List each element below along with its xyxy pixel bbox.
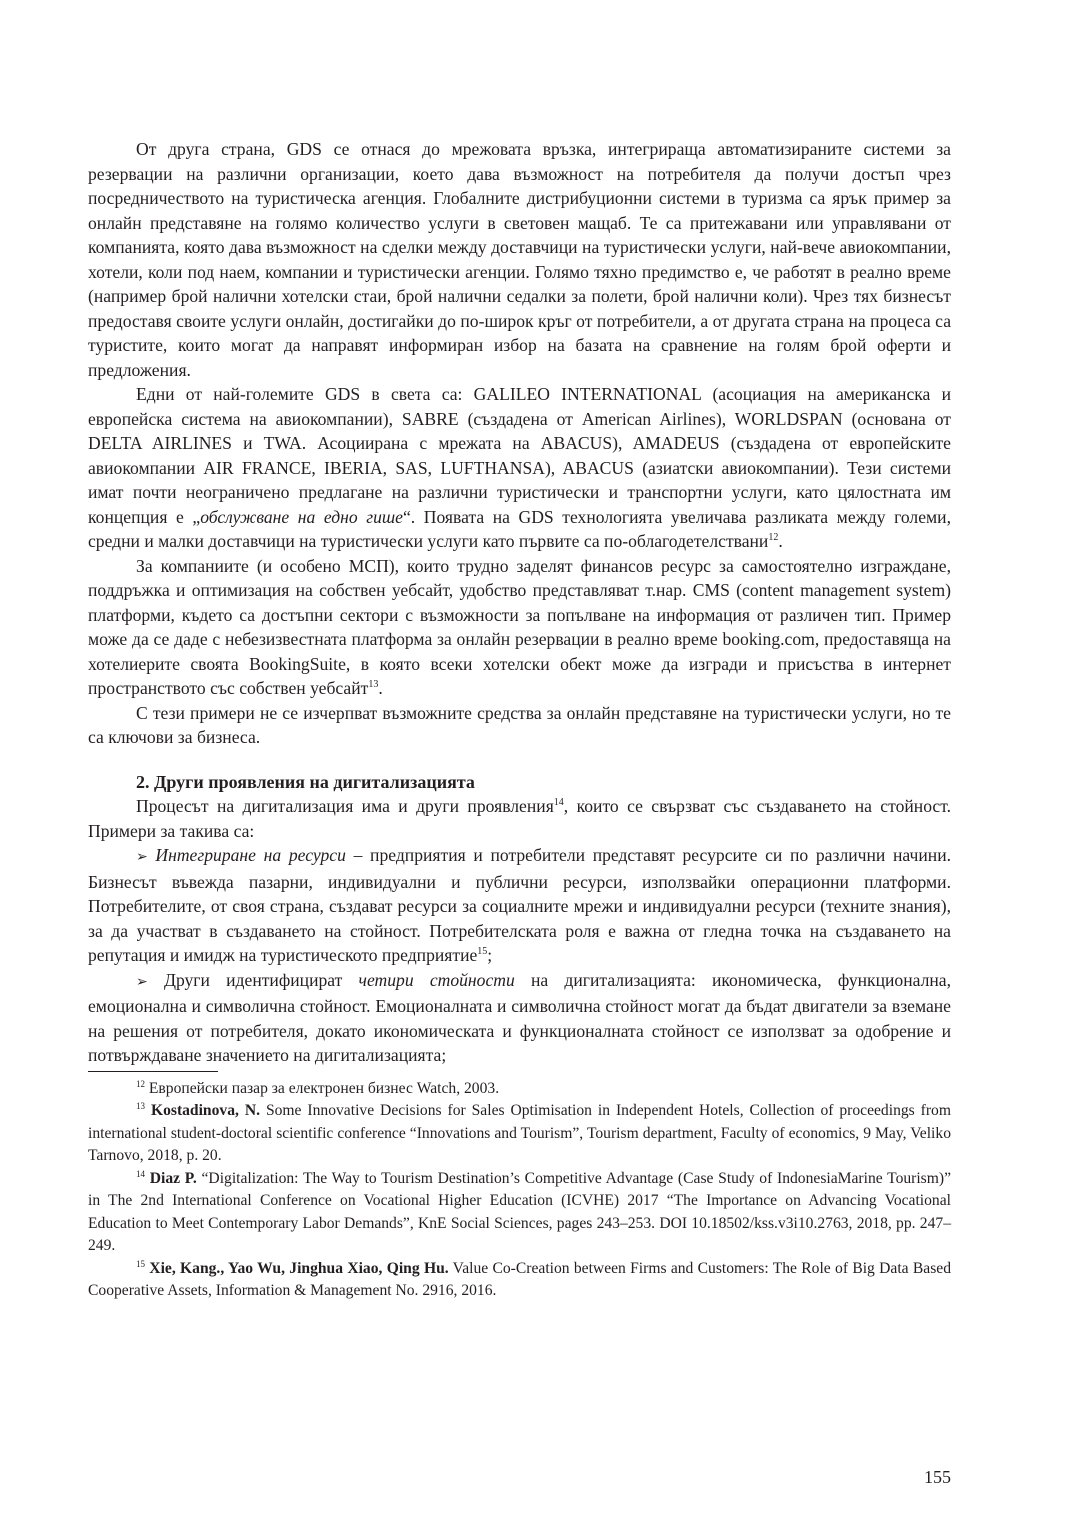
text-segment: ; [487, 945, 493, 965]
footnote-number: 15 [136, 1258, 145, 1269]
footnote-ref-15: 15 [477, 946, 488, 958]
text-segment: на дигитализацията: икономическа, функционална, емоционална и символична стойност. Емоционалната и символична стойност могат да бъдат двигатели за вземане на решения от потребителя, докато икономическата и функционалната стойност се използват за одобрение и потвърждаване значението на дигитализацията; [88, 969, 952, 1065]
text-segment: Процесът на дигитализация има и други проявления [136, 796, 554, 816]
footnotes [88, 1078, 951, 1303]
footnote-ref-14: 14 [553, 797, 564, 809]
italic-phrase: Интегриране на ресурси [155, 845, 346, 865]
text-segment: – предприятия и потребители представят ресурсите си по различни начини. Бизнесът въвежда пазарни, индивидуални и публични ресурси, използвайки операционни платформи. Потребителите, от своя страна, създават ресурси за социалните мрежи и индивидуални ресурси (техните знания), за да участват в създаването на стойност. Потребителската роля е важна от гледна точка на създаването на репутация и имидж на туристическото предприятие [88, 845, 952, 965]
arrow-bullet-icon: ➢ [136, 973, 148, 990]
text-segment: . [778, 531, 783, 551]
paragraph-cms-platforms [88, 554, 951, 701]
body-text [88, 137, 951, 1068]
footnote-text: “Digitalization: The Way to Tourism Destination’s Competitive Advantage (Case Study of IndonesiaMarine Tourism)” in The 2nd International Conference on Vocational Higher Education (ICVHE) 2017 “The Importance on Advancing Vocational Education to Meet Contemporary Labor Demands”, KnE Social Sciences, pages 243–253. DOI 10.18502/kss.v3i10.2763, 2018, pp. 247–249. [88, 1169, 951, 1254]
footnote-13 [88, 1100, 951, 1168]
text-segment: , които се свързват със създаването на стойност. Примери за такива са: [88, 796, 952, 841]
footnote-ref-12: 12 [768, 532, 779, 544]
page-number: 155 [924, 1467, 951, 1487]
italic-phrase: обслужване на едно гише [200, 506, 403, 527]
section-heading: 2. Други проявления на дигитализацията [136, 771, 475, 792]
italic-phrase: четири стойности [358, 969, 515, 990]
bullet-integrating-resources [88, 843, 951, 968]
footnote-author: Kostadinova, N. [145, 1102, 261, 1119]
text-segment: Едни от най-големите GDS в света са: GALILEO INTERNATIONAL (асоциация на американска и европейска система на авиокомпании), SABRE (създадена от American Airlines), WORLDSPAN (основана от DELTA AIRLINES и TWA. Асоциирана с мрежата на ABACUS), AMADEUS (създадена от европейските авиокомпании AIR FRANCE, IBERIA, SAS, LUFTHANSA), ABACUS (азиатски авиокомпании). Тези системи имат почти неограничено предлагане на различни туристически и транспортни услуги, като цялостната им концепция е „ [88, 384, 951, 527]
footnote-ref-13: 13 [368, 679, 379, 691]
footnote-14 [88, 1168, 951, 1258]
text-segment: . [378, 678, 383, 698]
paragraph-gds-definition: От друга страна, GDS се отнася до мрежовата връзка, интегрираща автоматизираните системи за резервации на различни организации, което дава възможност на потребителя да получи достъп чрез посредничеството на туристическа агенция. Глобалните дистрибуционни системи в туризма са ярък пример за онлайн представяне на голямо количество услуги в световен мащаб. Те са притежавани или управлявани от компанията, която дава възможност на сделки между доставчици на туристически услуги, най-вече авиокомпании, хотели, коли под наем, компании и туристически агенции. Голямо тяхно предимство е, че работят в реално време (например брой налични хотелски стаи, брой налични седалки за полети, брой налични коли). Чрез тях бизнесът предоставя своите услуги онлайн, достигайки до по-широк кръг от потребители, а от другата страна на процеса са туристите, които могат да направят информиран избор на базата на сравнение на голям брой оферти и предложения. [88, 139, 951, 380]
paragraph-largest-gds [88, 382, 951, 554]
paragraph-examples-summary: С тези примери не се изчерпват възможните средства за онлайн представяне на туристически услуги, но те са ключови за бизнеса. [88, 702, 951, 747]
footnote-text: Some Innovative Decisions for Sales Optimisation in Independent Hotels, Collection of proceedings from international student-doctoral scientific conference “Innovations and Tourism”, Tourism department, Faculty of economics, 9 May, Veliko Tarnovo, 2018, p. 20. [88, 1102, 951, 1164]
footnote-12 [88, 1078, 951, 1101]
page-content [88, 137, 951, 1303]
footnote-text: Value Co-Creation between Firms and Customers: The Role of Big Data Based Cooperative Assets, Information & Management No. 2916, 2016. [88, 1259, 951, 1299]
text-segment: “. Появата на GDS технологията увеличава разликата между големи, средни и малки доставчици на туристически услуги като първите са по-облагодетелствани [88, 506, 951, 551]
footnote-text: Европейски пазар за електронен бизнес Watch, 2003. [145, 1079, 500, 1097]
text-segment: Други идентифицират [147, 969, 359, 990]
arrow-bullet-icon: ➢ [136, 849, 148, 865]
footnote-author: Xie, Kang., Yao Wu, Jinghua Xiao, Qing Hu. [145, 1259, 449, 1277]
footnote-number: 12 [136, 1078, 145, 1089]
bullet-four-values [88, 968, 951, 1068]
footnote-divider [88, 1071, 218, 1072]
footnote-author: Diaz P. [145, 1169, 197, 1187]
footnote-15 [88, 1258, 951, 1303]
text-segment: За компаниите (и особено МСП), които трудно заделят финансов ресурс за самостоятелно изграждане, поддръжка и оптимизация на собствен уебсайт, удобство представляват т.нар. CMS (content management system) платформи, където са достъпни сектори с възможности за попълване на информация от различен тип. Пример може да се даде с небезизвестната платформа за онлайн резервации в реално време booking.com, предоставяща на хотелиерите своята BookingSuite, в която всеки хотелски обект може да изгради и присъства в интернет пространството със собствен уебсайт [88, 555, 951, 698]
footnote-number: 14 [136, 1168, 145, 1179]
footnote-number: 13 [136, 1100, 145, 1111]
paragraph-digitalization-process [88, 794, 951, 843]
